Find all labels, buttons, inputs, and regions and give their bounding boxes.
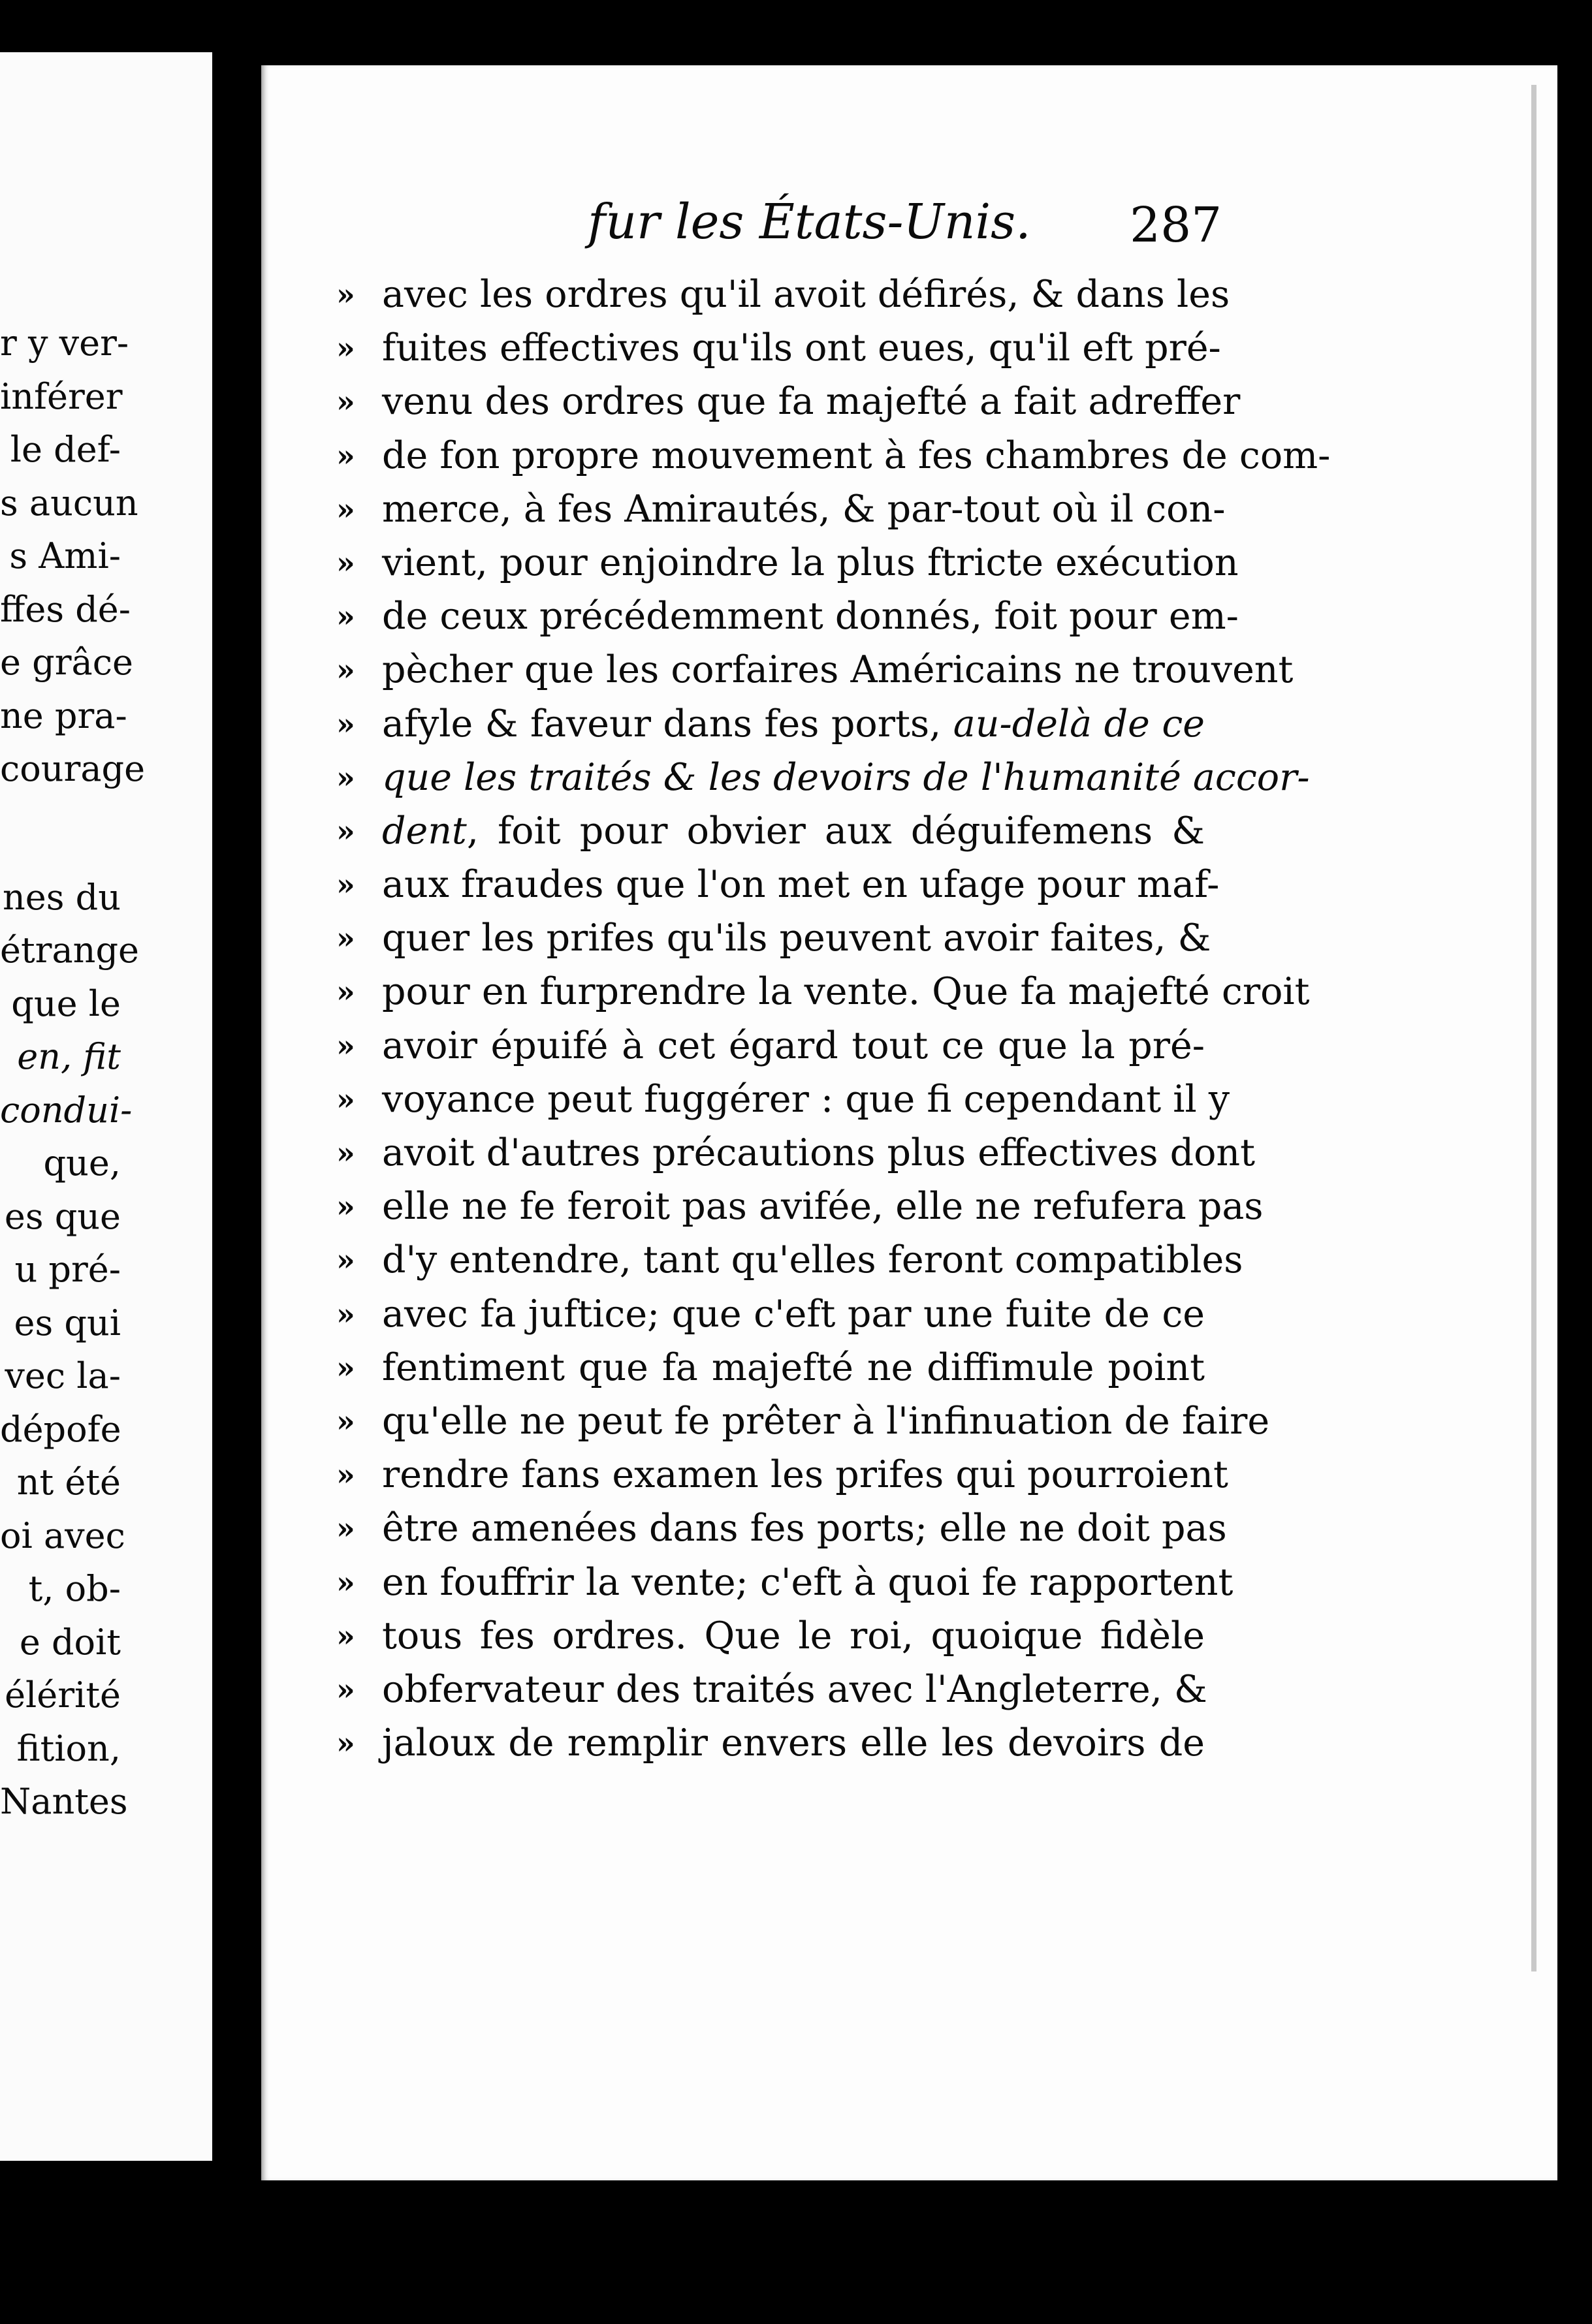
- quote-mark: »: [336, 1564, 355, 1600]
- roman-text: vient, pour enjoindre la plus ftricte exécution: [382, 541, 1239, 584]
- quote-mark: »: [336, 1725, 355, 1761]
- line-text: [382, 1233, 1243, 1287]
- line-text: [382, 1126, 1256, 1180]
- roman-text: voyance peut fuggérer : que fi cependant il y: [382, 1077, 1230, 1121]
- line-text: [382, 1287, 1205, 1341]
- quote-mark: »: [336, 652, 355, 688]
- quote-mark: »: [336, 1618, 355, 1654]
- roman-text: aux fraudes que l'on met en ufage pour maf-: [382, 863, 1220, 907]
- text-line: [336, 804, 1205, 858]
- text-line: [336, 375, 1241, 428]
- line-text: [382, 429, 1331, 482]
- text-line: [336, 1663, 1205, 1716]
- text-line: [336, 1073, 1230, 1126]
- line-text: [382, 375, 1241, 428]
- roman-text: avec fa juftice; que c'eft par une fuite de ce: [382, 1292, 1205, 1336]
- left-line: ffes dé-: [0, 588, 131, 630]
- text-line: [336, 1180, 1264, 1233]
- quote-mark: »: [336, 1511, 355, 1547]
- text-line: [336, 536, 1239, 589]
- left-line: courage: [0, 748, 146, 789]
- quote-mark: »: [336, 1242, 355, 1278]
- quote-mark: »: [336, 1403, 355, 1439]
- roman-text: avec les ordres qu'il avoit défirés, & dans les: [382, 273, 1230, 316]
- line-text: [382, 1501, 1227, 1555]
- text-line: [336, 1341, 1205, 1394]
- line-text: [382, 1663, 1205, 1716]
- roman-text: en fouffrir la vente; c'eft à quoi fe rapportent: [382, 1560, 1234, 1604]
- line-text: [382, 1073, 1230, 1126]
- left-line: élérité: [5, 1674, 121, 1716]
- left-line: que,: [43, 1142, 121, 1184]
- left-line: e doit: [19, 1621, 121, 1663]
- text-line: [336, 1448, 1228, 1501]
- italic-text: que les traités & les devoirs de l'humanité accor-: [382, 755, 1310, 799]
- left-paragraph-gap: [0, 796, 121, 871]
- roman-text: pour en furprendre la vente. Que fa majefté croit: [382, 970, 1310, 1014]
- text-line: [336, 911, 1211, 965]
- quote-mark: »: [336, 384, 355, 420]
- book-gutter: [212, 49, 261, 2167]
- line-text: [382, 321, 1221, 375]
- line-text: [382, 1341, 1205, 1394]
- line-text: [382, 804, 1205, 858]
- text-line: [336, 1501, 1227, 1555]
- line-text: [382, 1556, 1234, 1609]
- text-line: [336, 268, 1230, 321]
- line-text: [382, 643, 1294, 697]
- roman-text: quer les prifes qu'ils peuvent avoir faites, &: [382, 917, 1211, 960]
- text-line: [336, 965, 1310, 1018]
- line-text: [382, 911, 1211, 965]
- text-line: [336, 1126, 1256, 1180]
- left-line: que le: [11, 982, 121, 1024]
- quote-mark: »: [336, 544, 355, 580]
- quote-mark: »: [336, 1457, 355, 1493]
- text-line: [336, 643, 1294, 697]
- quote-mark: »: [336, 1028, 355, 1063]
- line-text: [382, 858, 1220, 911]
- left-line: nes du: [3, 876, 121, 918]
- quote-mark: »: [336, 1671, 355, 1707]
- running-head: fur les États-Unis.: [588, 194, 1031, 250]
- line-text: [382, 1394, 1270, 1448]
- quote-mark: »: [336, 277, 355, 312]
- page-number: 287: [1130, 197, 1222, 253]
- roman-text: avoir épuifé à cet égard tout ce que la pré-: [382, 1024, 1205, 1067]
- roman-text: de fon propre mouvement à fes chambres de com-: [382, 433, 1331, 477]
- text-line: [336, 1019, 1205, 1073]
- line-text: [382, 1609, 1205, 1663]
- text-line: [336, 321, 1221, 375]
- quote-mark: »: [336, 1189, 355, 1225]
- line-text: [382, 697, 1205, 751]
- left-line: t, ob-: [28, 1568, 121, 1609]
- text-line: [336, 482, 1226, 536]
- line-text: [382, 1716, 1205, 1770]
- left-line: e grâce: [0, 642, 133, 683]
- quote-mark: »: [336, 1349, 355, 1385]
- left-line: s Ami-: [9, 535, 121, 576]
- line-text: [382, 482, 1226, 536]
- line-text: [382, 1180, 1264, 1233]
- text-line: [336, 697, 1205, 751]
- body-text: [336, 268, 1331, 1770]
- left-line: dépofe: [0, 1408, 121, 1450]
- roman-text: merce, à fes Amirautés, & par-tout où il con-: [382, 487, 1226, 531]
- quote-mark: »: [336, 974, 355, 1010]
- text-line: [336, 1287, 1205, 1341]
- roman-text: pècher que les corfaires Américains ne trouvent: [382, 648, 1294, 692]
- text-line: [336, 751, 1310, 804]
- quote-mark: »: [336, 599, 355, 635]
- roman-text: rendre fans examen les prifes qui pourroient: [382, 1453, 1228, 1497]
- quote-mark: »: [336, 1081, 355, 1117]
- left-line: inférer: [0, 375, 123, 417]
- roman-text: jaloux de remplir envers elle les devoirs de: [382, 1721, 1205, 1765]
- text-line: [336, 1394, 1270, 1448]
- roman-text: être amenées dans fes ports; elle ne doit pas: [382, 1507, 1227, 1550]
- left-page-text: [0, 317, 146, 1829]
- text-line: [336, 858, 1220, 911]
- text-line: [336, 1609, 1205, 1663]
- page-edge: [1531, 85, 1536, 1971]
- left-line: u pré-: [14, 1249, 121, 1290]
- quote-mark: »: [336, 330, 355, 366]
- left-line: es qui: [14, 1302, 121, 1343]
- roman-text: tous fes ordres. Que le roi, quoique fidèle: [382, 1614, 1205, 1657]
- left-line: s aucun: [0, 482, 138, 524]
- line-text: [382, 536, 1239, 589]
- left-line: étrange: [0, 930, 139, 971]
- italic-text: dent: [382, 809, 467, 853]
- roman-text: fentiment que fa majefté ne diffimule point: [382, 1345, 1205, 1389]
- left-line: le def-: [10, 429, 121, 470]
- roman-text: de ceux précédemment donnés, foit pour em-: [382, 595, 1239, 638]
- left-line: vec la-: [5, 1355, 121, 1396]
- quote-mark: »: [336, 867, 355, 903]
- quote-mark: »: [336, 437, 355, 473]
- text-line: [336, 1716, 1205, 1770]
- roman-text: afyle & faveur dans fes ports,: [382, 702, 953, 746]
- quote-mark: »: [336, 1135, 355, 1170]
- left-line: condui-: [0, 1089, 133, 1131]
- line-text: [382, 1019, 1205, 1073]
- quote-mark: »: [336, 813, 355, 849]
- left-page: [0, 52, 212, 2161]
- roman-text: obfervateur des traités avec l'Angleterre, &: [382, 1667, 1207, 1711]
- quote-mark: »: [336, 759, 355, 795]
- roman-text: avoit d'autres précautions plus effectives dont: [382, 1131, 1256, 1174]
- left-line: r y ver-: [0, 322, 129, 364]
- roman-text: , foit pour obvier aux déguifemens &: [466, 809, 1205, 853]
- italic-text: au-delà de ce: [953, 702, 1205, 746]
- left-line: ne pra-: [0, 695, 127, 736]
- roman-text: venu des ordres que fa majefté a fait adreffer: [382, 380, 1241, 424]
- quote-mark: »: [336, 1296, 355, 1332]
- quote-mark: »: [336, 706, 355, 742]
- line-text: [382, 268, 1230, 321]
- left-line: es que: [4, 1195, 121, 1237]
- text-line: [336, 1233, 1243, 1287]
- text-line: [336, 429, 1331, 482]
- left-line: fition,: [16, 1727, 121, 1769]
- quote-mark: »: [336, 491, 355, 527]
- line-text: [382, 965, 1310, 1018]
- line-text: [382, 589, 1239, 643]
- line-text: [382, 1448, 1228, 1501]
- left-line: en, fit: [17, 1036, 121, 1077]
- roman-text: fuites effectives qu'ils ont eues, qu'il eft pré-: [382, 326, 1221, 370]
- left-line: Nantes: [0, 1781, 128, 1822]
- text-line: [336, 589, 1239, 643]
- roman-text: d'y entendre, tant qu'elles feront compatibles: [382, 1238, 1243, 1282]
- roman-text: elle ne fe feroit pas avifée, elle ne refufera pas: [382, 1185, 1264, 1229]
- line-text: [382, 751, 1310, 804]
- text-line: [336, 1556, 1234, 1609]
- left-line: nt été: [16, 1462, 121, 1503]
- left-line: oi avec: [0, 1515, 125, 1556]
- roman-text: qu'elle ne peut fe prêter à l'infinuation de faire: [382, 1399, 1270, 1443]
- quote-mark: »: [336, 920, 355, 956]
